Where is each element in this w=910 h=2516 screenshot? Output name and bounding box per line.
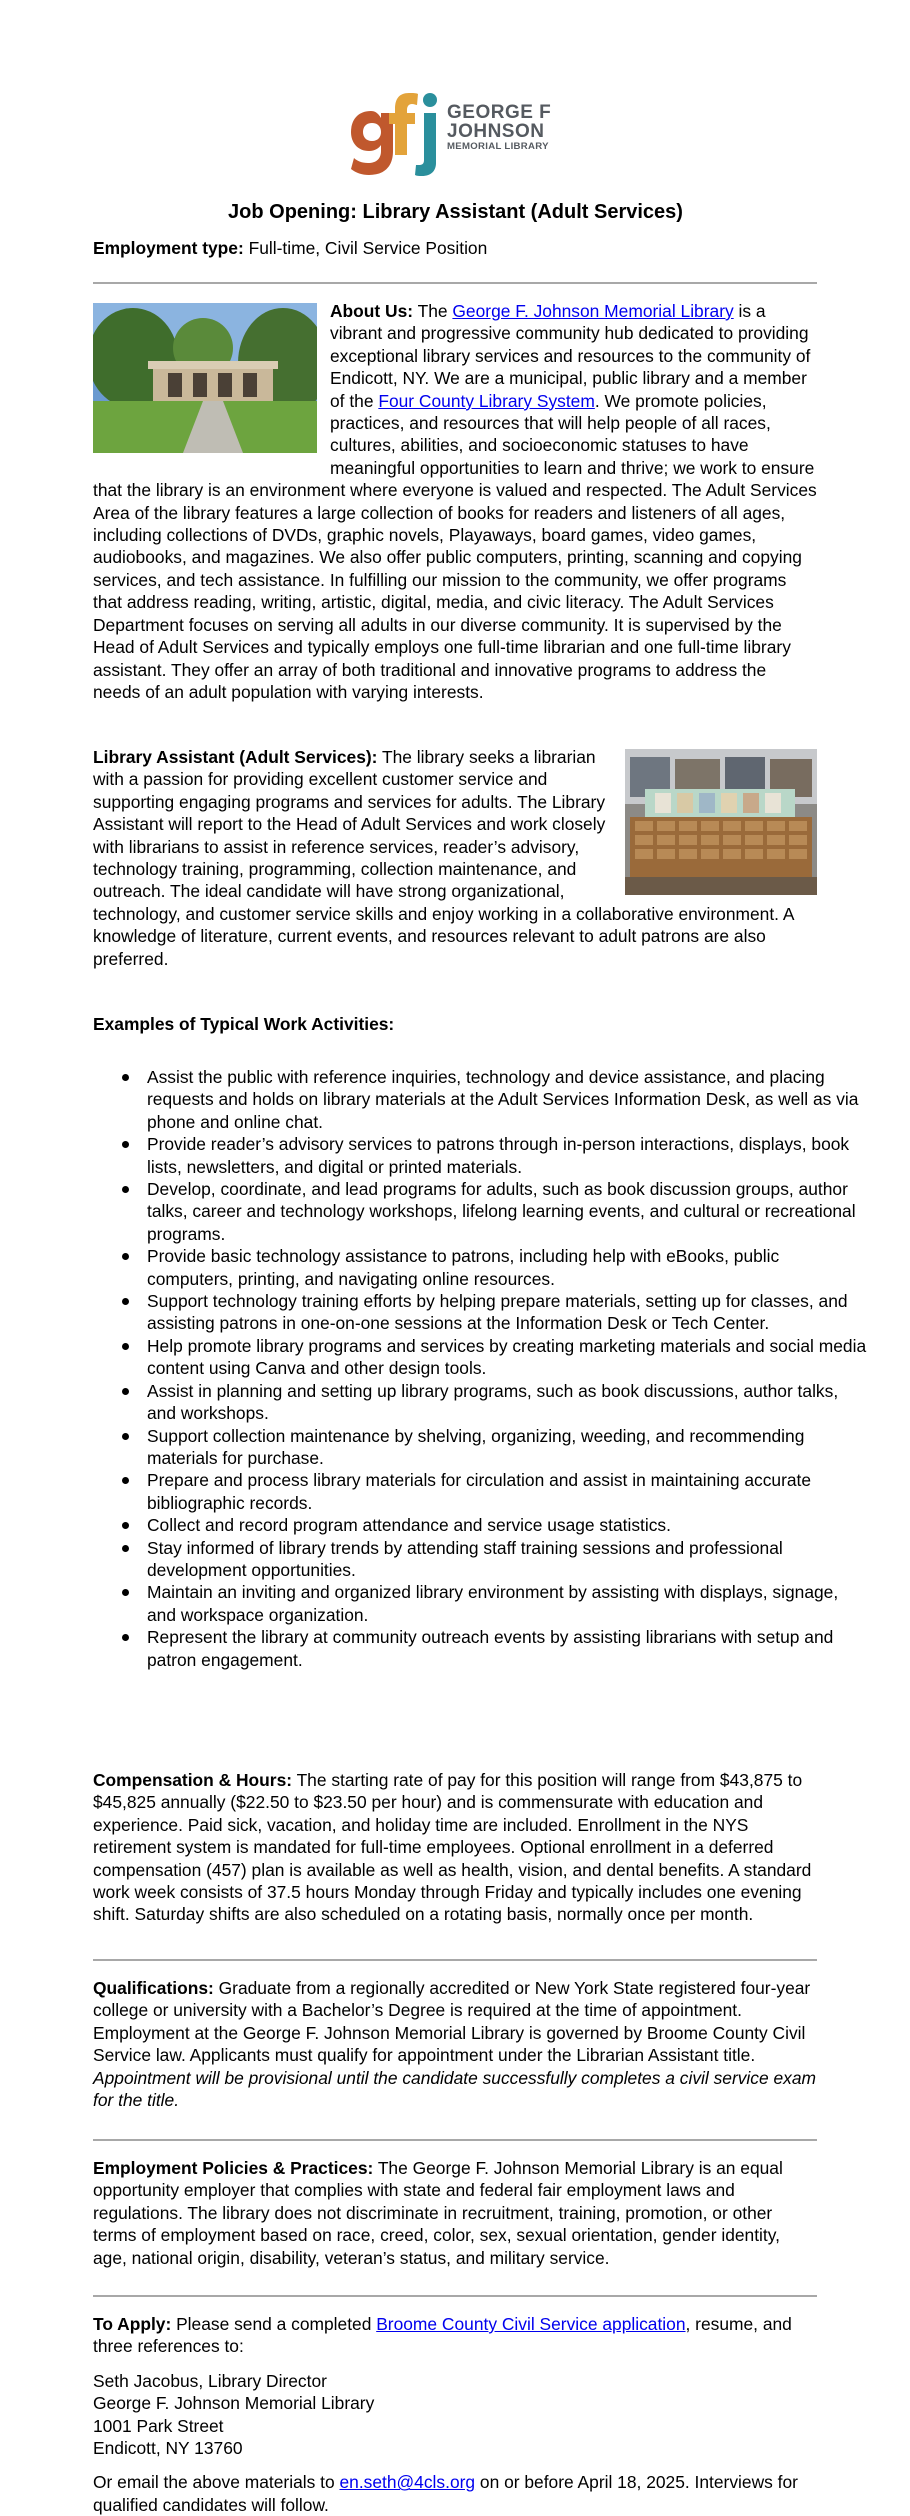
work-activity-item: Assist the public with reference inquiries, technology and device assistance, and placing requests and holds on library materials at the Adult Services Information Desk, as well as via phone and online chat. xyxy=(147,1066,867,1133)
policies-text: The George F. Johnson Memorial Library is an equal opportunity employer that complies with state and federal fair employment laws and regulations. The library does not discriminate in recruitment, training, promotion, or other terms of employment based on race, creed, color, sex, sexual orientation, gender identity, age, national origin, disability, veteran’s status, and military service. xyxy=(93,2158,783,2268)
library-interior-image-icon xyxy=(625,749,817,895)
qualifications-heading: Qualifications: xyxy=(93,1978,214,1998)
four-county-link[interactable]: Four County Library System xyxy=(378,390,595,411)
apply-text-1: Please send a completed xyxy=(171,2314,377,2334)
work-activity-item: Prepare and process library materials for circulation and assist in maintaining accurate bibliographic records. xyxy=(147,1469,867,1514)
email-link[interactable]: en.seth@4cls.org xyxy=(339,2472,476,2493)
work-activity-item: Support collection maintenance by shelving, organizing, weeding, and recommending materials for purchase. xyxy=(147,1425,867,1470)
library-interior-photo xyxy=(625,749,817,895)
email-paragraph xyxy=(93,2471,817,2516)
role-text: The library seeks a librarian with a passion for providing excellent customer service and supporting engaging programs and services for adults. The Library Assistant will report to the Head of Adult Services and work closely with librarians to assist in reference services, reader’s advisory, technology training, programming, collection maintenance, and outreach. The ideal candidate will have strong organizational, technology, and customer service skills and enjoy working in a collaborative environment. A knowledge of literature, current events, and resources relevant to adult patrons are also preferred. xyxy=(93,747,794,969)
apply-text-2: , resume, and three references to: xyxy=(93,2314,792,2357)
work-activity-item: Provide basic technology assistance to patrons, including help with eBooks, public computers, printing, and navigating online resources. xyxy=(147,1245,867,1290)
logo-wordmark xyxy=(447,103,551,153)
about-section xyxy=(93,300,817,703)
contact-line: Endicott, NY 13760 xyxy=(93,2438,243,2459)
email-text-1: Or email the above materials to xyxy=(93,2472,340,2493)
contact-line: George F. Johnson Memorial Library xyxy=(93,2393,375,2414)
divider xyxy=(93,1959,817,1961)
contact-address xyxy=(93,2370,817,2460)
divider xyxy=(93,282,817,284)
divider xyxy=(93,2295,817,2297)
policies-heading: Employment Policies & Practices: xyxy=(93,2158,374,2178)
library-logo xyxy=(349,85,589,177)
employment-type-label: Employment type: xyxy=(93,238,244,258)
qualifications-note: Appointment will be provisional until the candidate successfully completes a civil service exam for the title. xyxy=(93,2067,817,2111)
work-activity-item: Stay informed of library trends by attending staff training sessions and professional development opportunities. xyxy=(147,1537,867,1582)
compensation-section xyxy=(93,1769,817,1926)
examples-heading: Examples of Typical Work Activities: xyxy=(93,1014,395,1034)
gfj-logo-mark-icon xyxy=(349,85,445,177)
apply-section xyxy=(93,2313,817,2516)
role-heading: Library Assistant (Adult Services): xyxy=(93,747,378,767)
about-text-3: . We promote policies, practices, and resources that will help people of all races, cultures, abilities, and socioeconomic statuses to have meaningful opportunities to learn and thrive; we work to ensure that the library is an environment where everyone is valued and respected. The Adult Services Area of the library features a large collection of books for readers and listeners of all ages, including collections of DVDs, graphic novels, Playaways, board games, video games, audiobooks, and magazines. We also offer public computers, printing, scanning and copying services, and tech assistance. In fulfilling our mission to the community, we offer programs that address reading, writing, artistic, digital, media, and civic literacy. The Adult Services Department focuses on serving all adults in our diverse community. It is supervised by the Head of Adult Services and typically employs one full-time librarian and one full-time library assistant. They offer an array of both traditional and innovative programs to address the needs of an adult population with varying interests. xyxy=(93,390,817,702)
logo-line-3: MEMORIAL LIBRARY xyxy=(447,141,549,152)
work-activity-item: Provide reader’s advisory services to patrons through in-person interactions, displays, book lists, newsletters, and digital or printed materials. xyxy=(147,1133,867,1178)
logo-line-2: JOHNSON xyxy=(447,121,545,142)
contact-line: 1001 Park Street xyxy=(93,2415,224,2436)
page-title: Job Opening: Library Assistant (Adult Services) xyxy=(228,201,683,223)
work-activity-item: Develop, coordinate, and lead programs for adults, such as book discussion groups, author talks, career and technology workshops, lifelong learning events, and cultural or recreational programs. xyxy=(147,1178,867,1245)
logo-line-1: GEORGE F xyxy=(447,102,552,123)
library-link[interactable]: George F. Johnson Memorial Library xyxy=(452,301,734,321)
qualifications-section xyxy=(93,1977,817,2111)
employment-type-value: Full-time, Civil Service Position xyxy=(243,238,488,258)
policies-section xyxy=(93,2157,817,2269)
work-activity-item: Assist in planning and setting up library programs, such as book discussions, author talks, and workshops. xyxy=(147,1380,867,1425)
about-heading: About Us: xyxy=(330,301,414,321)
about-text-2: is a vibrant and progressive community hub dedicated to providing exceptional library services and resources to the community of Endicott, NY. We are a municipal, public library and a member of the xyxy=(330,301,811,411)
about-text-1: The xyxy=(413,301,453,321)
work-activity-item: Represent the library at community outreach events by assisting librarians with setup and patron engagement. xyxy=(147,1626,867,1671)
contact-line: Seth Jacobus, Library Director xyxy=(93,2370,327,2391)
employment-type xyxy=(93,237,487,259)
role-section xyxy=(93,746,817,970)
compensation-text: The starting rate of pay for this position will range from $43,875 to $45,825 annually ($22.50 to $23.50 per hour) and is commensurate with education and experience. Paid sick, vacation, and holiday time are included. Enrollment in the NYS retirement system is mandated for full-time employees. Optional enrollment in a deferred compensation (457) plan is available as well as health, vision, and dental benefits. A standard work week consists of 37.5 hours Monday through Friday and typically includes one evening shift. Saturday shifts are also scheduled on a rotating basis, normally once per month. xyxy=(93,1770,812,1925)
library-building-photo xyxy=(93,303,317,453)
library-building-image-icon xyxy=(93,303,317,453)
work-activity-item: Support technology training efforts by helping prepare materials, setting up for classes, and assisting patrons in one-on-one sessions at the Information Desk or Tech Center. xyxy=(147,1290,867,1335)
work-activities-list xyxy=(93,1066,867,1671)
email-text-2: on or before April 18, 2025. Interviews for qualified candidates will follow. xyxy=(93,2472,798,2515)
qualifications-text: Graduate from a regionally accredited or New York State registered four-year college or university with a Bachelor’s Degree is required at the time of appointment. Employment at the George F. Johnson Memorial Library is governed by Broome County Civil Service law. Applicants must qualify for appointment under the Librarian Assistant title. xyxy=(93,1978,811,2066)
compensation-heading: Compensation & Hours: xyxy=(93,1770,293,1790)
apply-paragraph xyxy=(93,2313,817,2358)
civil-service-application-link[interactable]: Broome County Civil Service application xyxy=(376,2314,686,2334)
work-activity-item: Help promote library programs and services by creating marketing materials and social media content using Canva and other design tools. xyxy=(147,1335,867,1379)
divider xyxy=(93,2139,817,2141)
work-activity-item: Collect and record program attendance and service usage statistics. xyxy=(147,1514,867,1536)
work-activity-item: Maintain an inviting and organized library environment by assisting with displays, signage, and workspace organization. xyxy=(147,1581,867,1626)
apply-heading: To Apply: xyxy=(93,2314,172,2334)
